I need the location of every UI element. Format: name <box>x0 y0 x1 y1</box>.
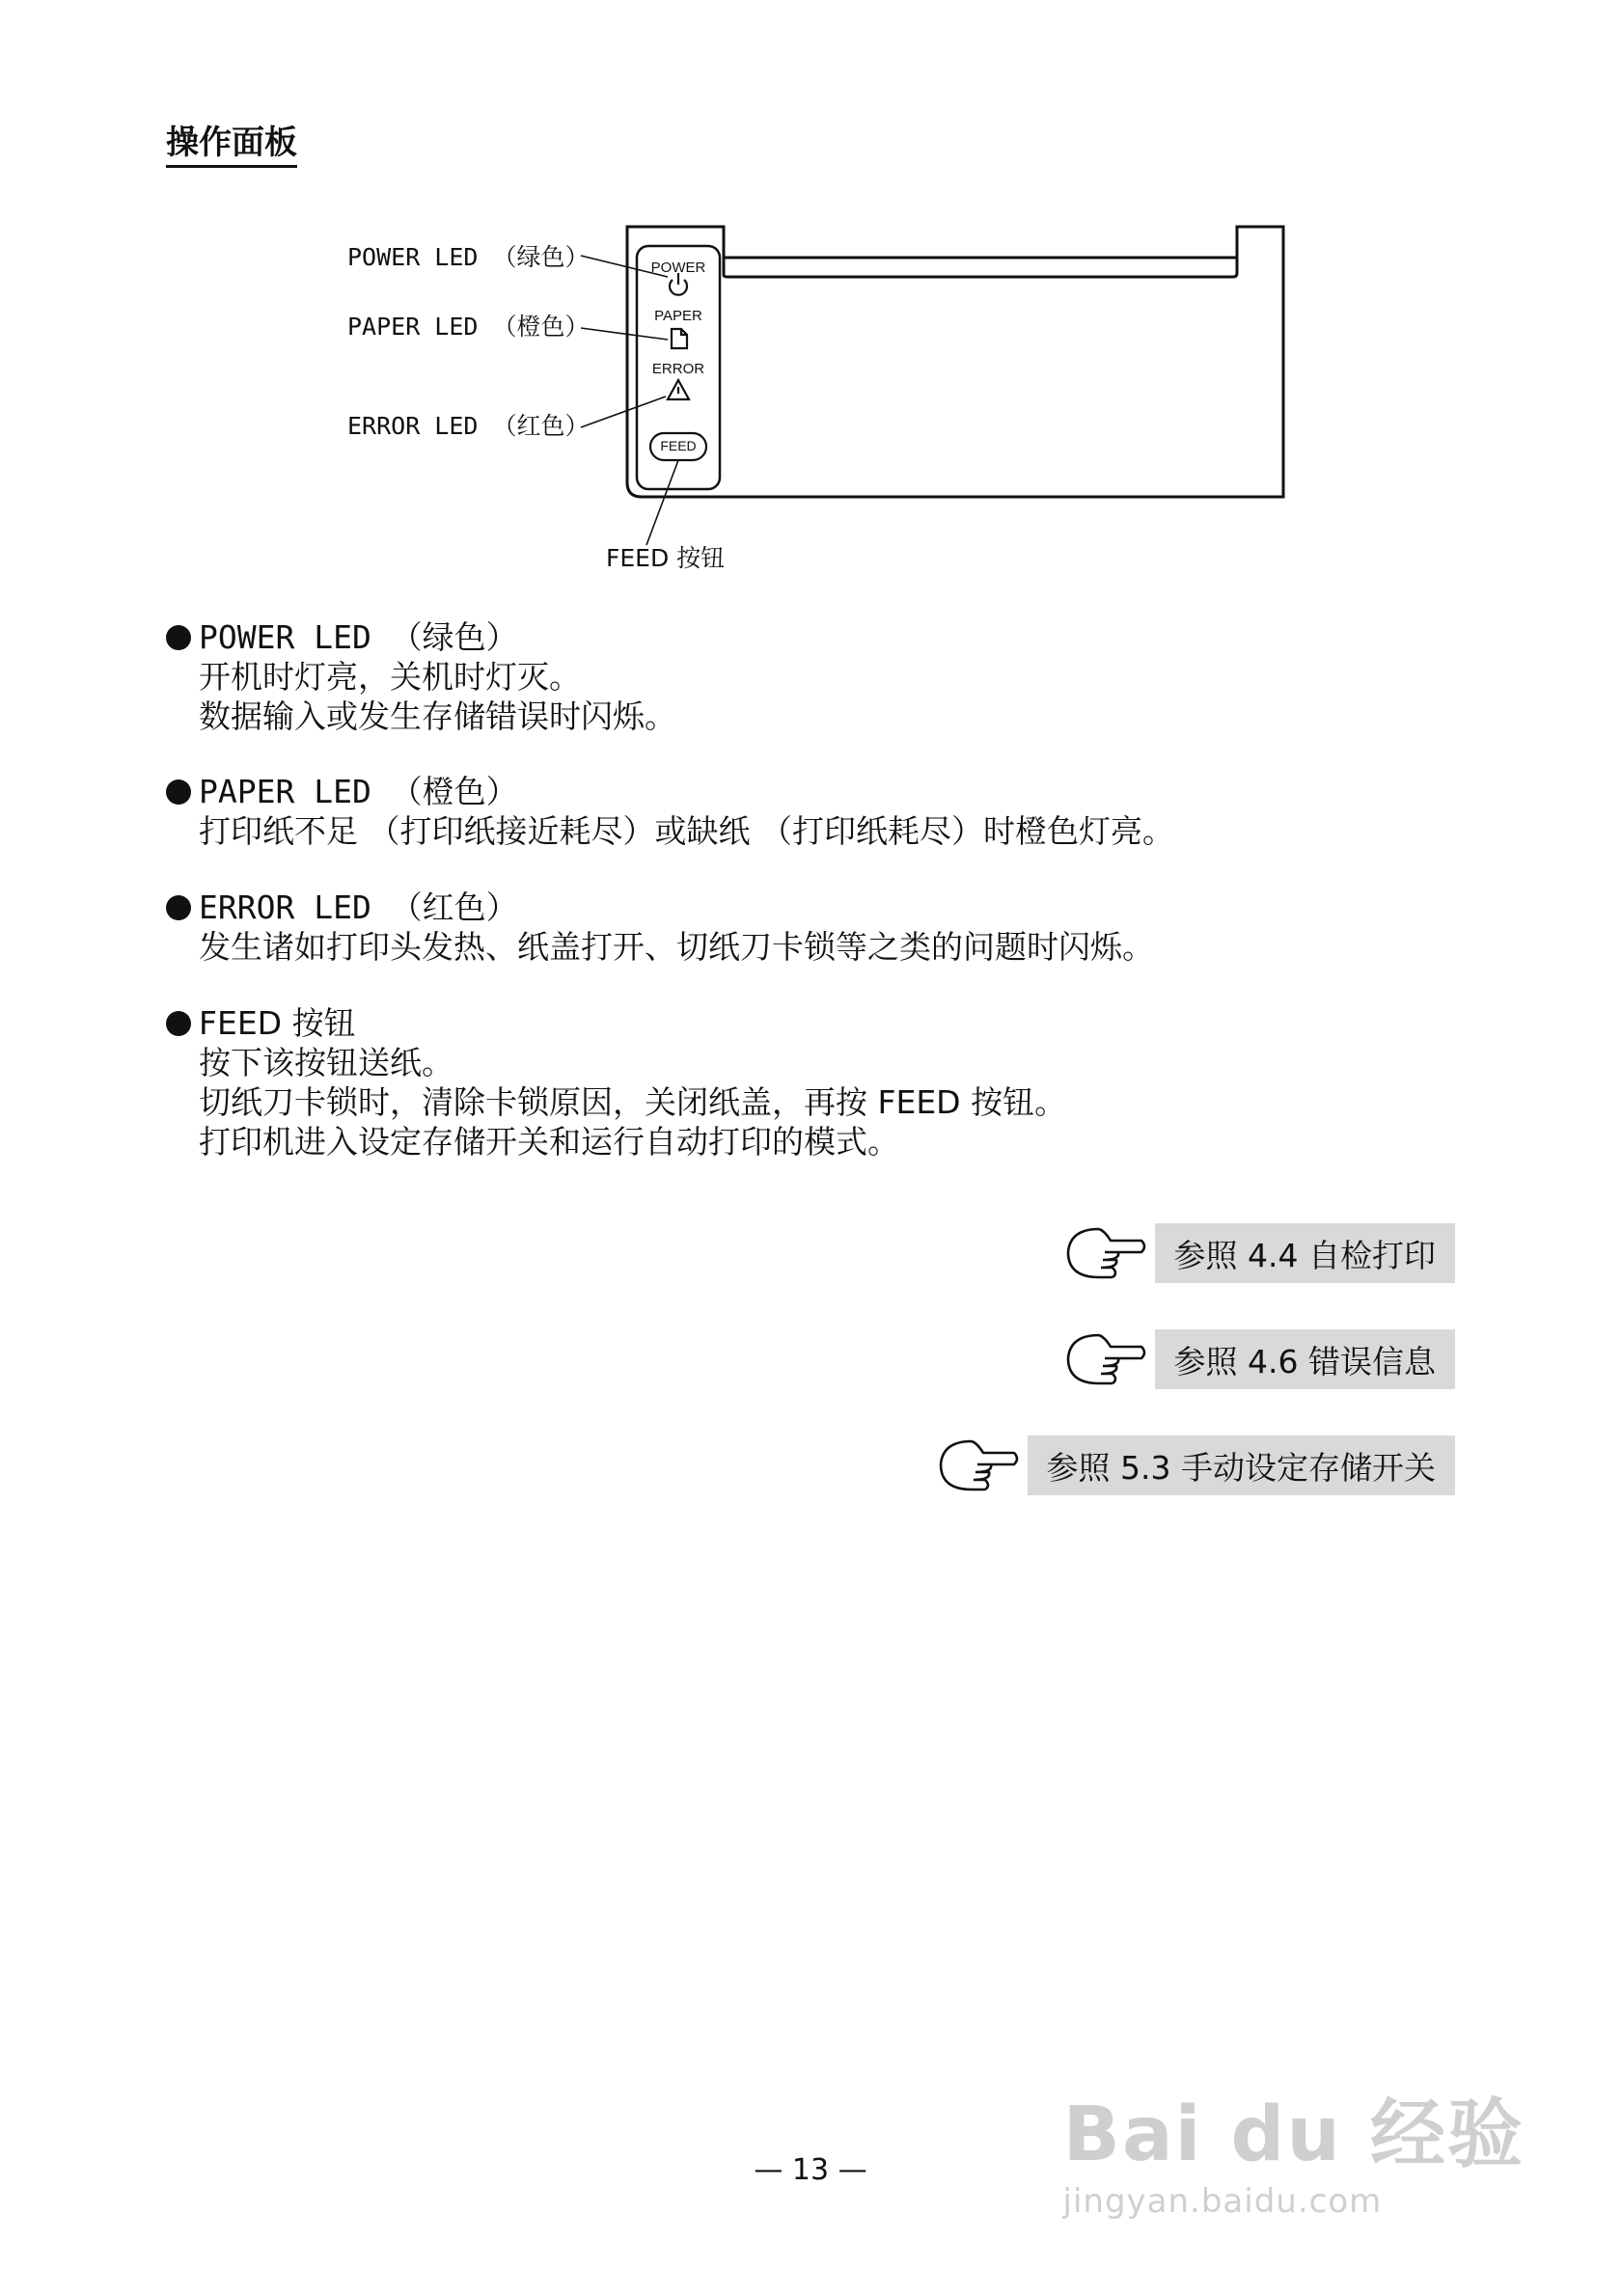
panel-label-paper: PAPER <box>654 308 702 324</box>
reference-label[interactable]: 参照 5.3 手动设定存储开关 <box>1028 1435 1455 1495</box>
reference-self-test[interactable] <box>1060 1223 1455 1283</box>
reference-label[interactable]: 参照 4.4 自检打印 <box>1155 1223 1455 1283</box>
section-heading: ERROR LED （红色） <box>199 888 518 926</box>
section-power-led <box>166 617 676 736</box>
error-leader-line <box>581 396 666 427</box>
section-line: 发生诸如打印头发热、纸盖打开、切纸刀卡锁等之类的问题时闪烁。 <box>199 928 1154 966</box>
panel-label-error: ERROR <box>651 361 705 377</box>
pointing-hand-icon <box>933 1435 1022 1495</box>
callout-error-led: ERROR LED （红色） <box>347 412 590 440</box>
reference-error-info[interactable] <box>1060 1329 1455 1389</box>
bullet-icon <box>166 625 191 650</box>
watermark-brand: Bai du 经验 <box>1062 2091 1525 2178</box>
control-panel-diagram <box>328 207 1303 588</box>
callout-paper-led: PAPER LED （橙色） <box>347 313 590 341</box>
printer-body-outline <box>627 227 1283 497</box>
pointing-hand-icon <box>1060 1329 1149 1389</box>
section-feed-button <box>166 1003 1066 1162</box>
reference-label[interactable]: 参照 4.6 错误信息 <box>1155 1329 1455 1389</box>
section-title: 操作面板 <box>166 123 297 168</box>
callout-feed-button: FEED 按钮 <box>606 544 726 572</box>
panel-label-feed: FEED <box>660 438 697 453</box>
section-line: 数据输入或发生存储错误时闪烁。 <box>199 697 676 735</box>
watermark <box>1063 2074 1525 2221</box>
paper-icon <box>672 329 687 348</box>
section-heading: POWER LED （绿色） <box>199 618 518 656</box>
section-paper-led <box>166 772 1174 851</box>
section-heading: PAPER LED （橙色） <box>199 773 518 810</box>
paper-slot-outline <box>724 227 1237 277</box>
page-number: — 13 — <box>754 2153 867 2187</box>
pointing-hand-icon <box>1060 1223 1149 1283</box>
section-line: 开机时灯亮，关机时灯灭。 <box>199 658 581 696</box>
callout-power-led: POWER LED （绿色） <box>347 243 590 271</box>
watermark-url: jingyan.baidu.com <box>1062 2182 1383 2221</box>
warning-icon <box>668 380 689 399</box>
bullet-icon <box>166 1011 191 1036</box>
section-heading: FEED 按钮 <box>199 1004 356 1042</box>
section-error-led <box>166 888 1154 967</box>
reference-memory-switch[interactable] <box>933 1435 1455 1495</box>
power-icon <box>670 273 687 295</box>
section-line: 打印纸不足 （打印纸接近耗尽）或缺纸 （打印纸耗尽）时橙色灯亮。 <box>199 812 1174 850</box>
feed-leader-line <box>646 460 678 545</box>
bullet-icon <box>166 895 191 920</box>
paper-leader-line <box>581 328 668 340</box>
bullet-icon <box>166 779 191 805</box>
section-line: 按下该按钮送纸。 <box>199 1044 453 1081</box>
section-line: 切纸刀卡锁时，清除卡锁原因，关闭纸盖，再按 FEED 按钮。 <box>199 1083 1067 1121</box>
section-line: 打印机进入设定存储开关和运行自动打印的模式。 <box>199 1123 899 1161</box>
panel-label-power: POWER <box>650 260 706 276</box>
